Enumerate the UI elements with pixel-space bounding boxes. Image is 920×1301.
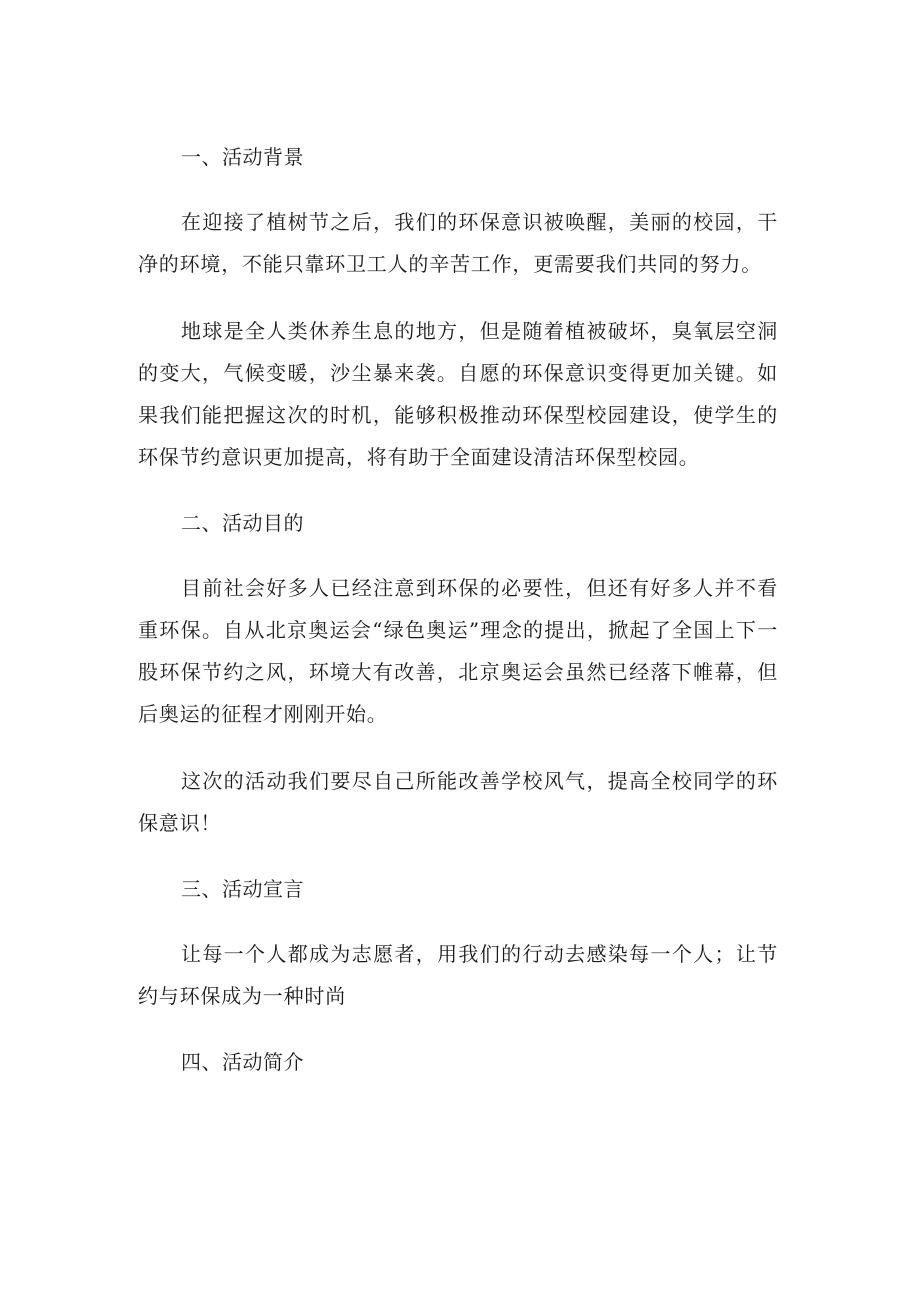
section-heading-introduction: 四、活动简介 bbox=[181, 1050, 304, 1074]
paragraph-background-1: 在迎接了植树节之后，我们的环保意识被唤醒，美丽的校园，干净的环境，不能只靠环卫工人的辛苦工作，更需要我们共同的努力。 bbox=[138, 210, 778, 276]
paragraph-declaration-1: 让每一个人都成为志愿者，用我们的行动去感染每一个人；让节约与环保成为一种时尚 bbox=[138, 942, 778, 1008]
section-heading-background: 一、活动背景 bbox=[181, 145, 304, 169]
section-heading-declaration: 三、活动宣言 bbox=[181, 877, 304, 901]
paragraph-purpose-2: 这次的活动我们要尽自己所能改善学校风气，提高全校同学的环保意识！ bbox=[138, 769, 778, 835]
paragraph-purpose-1: 目前社会好多人已经注意到环保的必要性，但还有好多人并不看重环保。自从北京奥运会“绿色奥运”理念的提出，掀起了全国上下一股环保节约之风，环境大有改善，北京奥运会虽然已经落下帷幕，但后奥运的征程才刚刚开始。 bbox=[138, 576, 778, 726]
paragraph-background-2: 地球是全人类休养生息的地方，但是随着植被破坏，臭氧层空洞的变大，气候变暖，沙尘暴来袭。自愿的环保意识变得更加关键。如果我们能把握这次的时机，能够积极推动环保型校园建设，使学生的环保节约意识更加提高，将有助于全面建设清洁环保型校园。 bbox=[138, 319, 778, 469]
section-heading-purpose: 二、活动目的 bbox=[181, 511, 304, 535]
document-body bbox=[138, 137, 778, 1082]
